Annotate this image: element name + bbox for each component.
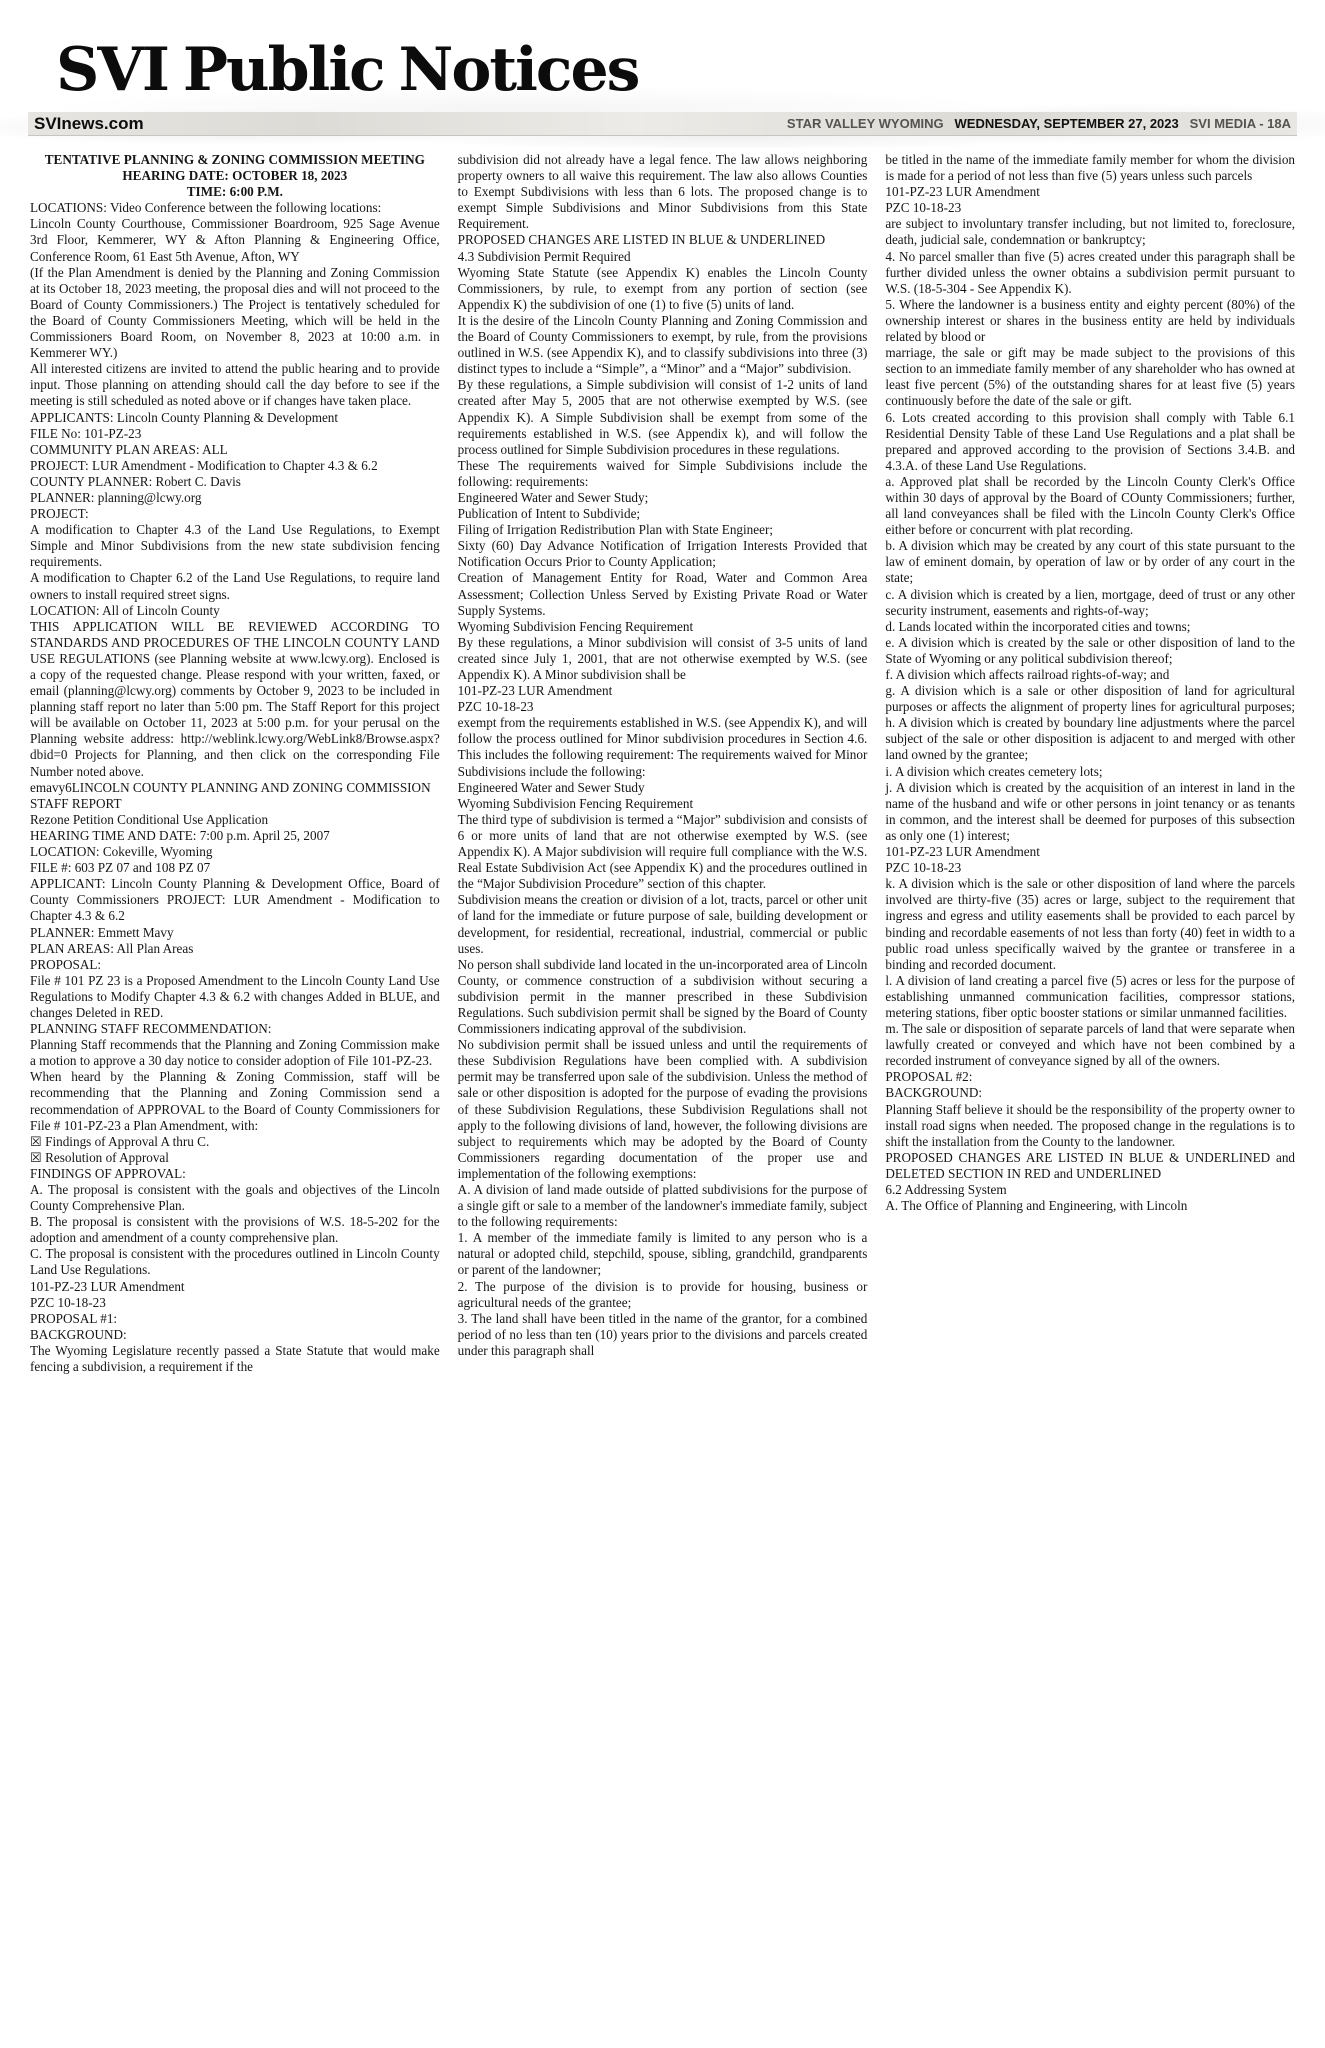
notice-paragraph: STAFF REPORT — [30, 795, 122, 811]
notice-paragraph: PLANNER: planning@lcwy.org — [30, 489, 202, 505]
notice-paragraph: It is the desire of the Lincoln County Planning and Zoning Commission and the Board of County Commissioners to exempt, by rule, from the provisions outlined in W.S. (see Appendix K), and to classify subdivisions into three (3) distinct types to include a “Simple”, a “Minor” and a “Major” subdivision. — [457, 312, 868, 377]
notice-paragraph: Wyoming Subdivision Fencing Requirement — [457, 618, 694, 634]
notice-paragraph: are subject to involuntary transfer including, but not limited to, foreclosure, death, judicial sale, condemnation or bankruptcy; — [885, 216, 1296, 248]
notice-paragraph: 101-PZ-23 LUR Amendment — [457, 683, 613, 699]
notice-paragraph: APPLICANTS: Lincoln County Planning & Development — [30, 409, 339, 425]
notice-paragraph: APPLICANT: Lincoln County Planning & Development Office, Board of County Commissioners PROJECT: LUR Amendment - Modification to Chapter 4.3 & 6.2 — [30, 876, 440, 924]
notice-paragraph: HEARING TIME AND DATE: 7:00 p.m. April 25, 2007 — [30, 827, 330, 843]
column-3 — [885, 152, 1295, 1214]
notice-paragraph: PROPOSED CHANGES ARE LISTED IN BLUE & UNDERLINED — [457, 232, 826, 248]
notice-paragraph: marriage, the sale or gift may be made subject to the provisions of this section to an immediate family member of any shareholder who has owned at least five percent (5%) of the outstanding shares for at least five (5) years continuously before the date of the sale or gift. — [885, 345, 1296, 409]
notice-paragraph: PLANNER: Emmett Mavy — [30, 924, 174, 940]
notice-paragraph: FILE #: 603 PZ 07 and 108 PZ 07 — [30, 860, 211, 876]
notice-paragraph: 101-PZ-23 LUR Amendment — [885, 844, 1040, 860]
notice-paragraph: 2. The purpose of the division is to provide for housing, business or agricultural needs of the grantee; — [457, 1278, 868, 1310]
notice-paragraph: 4. No parcel smaller than five (5) acres created under this paragraph shall be further divided unless the owner obtains a subdivision permit pursuant to W.S. (18-5-304 - See Appendix K). — [885, 248, 1296, 296]
notice-paragraph: THIS APPLICATION WILL BE REVIEWED ACCORDING TO STANDARDS AND PROCEDURES OF THE LINCOLN COUNTY LAND USE REGULATIONS (see Planning website at www.lcwy.org). Enclosed is a copy of the requested change. Please respond with your written, faxed, or email (planning@lcwy.org) comments by October 9, 2023 to be included in planning staff report no later than 5:00 pm. The Staff Report for this project will be available on October 11, 2023 at 5:00 p.m. for your perusal on the Planning website address: http://weblink.lcwy.org/WebLink8/Browse.aspx?dbid=0 Projects for Planning, and then click on the corresponding File Number noted above. — [30, 618, 440, 779]
notice-paragraph: PZC 10-18-23 — [30, 1294, 106, 1310]
notice-paragraph: File # 101 PZ 23 is a Proposed Amendment to the Lincoln County Land Use Regulations to Modify Chapter 4.3 & 6.2 with changes Added in BLUE, and changes Deleted in RED. — [30, 972, 440, 1020]
dateline-date: WEDNESDAY, SEPTEMBER 27, 2023 — [954, 116, 1179, 131]
notice-paragraph: Creation of Management Entity for Road, Water and Common Area Assessment; Collection Unless Served by Existing Private Road or Water Supply Systems. — [457, 570, 868, 618]
notice-paragraph: Planning Staff believe it should be the responsibility of the property owner to install road signs when needed. The proposed change in the regulations is to shift the installation from the County to the landowner. — [885, 1101, 1296, 1149]
dateline-location: STAR VALLEY WYOMING — [786, 116, 944, 131]
dateline-info — [787, 116, 1291, 131]
notice-paragraph: g. A division which is a sale or other disposition of land for agricultural purposes or affects the alignment of property lines for agricultural purposes; h. A division which is created by boundary line adjustments where the parcel subject of the sale or other disposition is adjacent to and merged with other land owned by the grantee; — [885, 683, 1296, 763]
notice-paragraph: COUNTY PLANNER: Robert C. Davis — [30, 473, 241, 489]
notice-paragraph: 3. The land shall have been titled in the name of the grantor, for a combined period of no less than ten (10) years prior to the divisions and parcels created under this paragraph shall — [457, 1310, 868, 1358]
notice-paragraph: (If the Plan Amendment is denied by the Planning and Zoning Commission at its October 18, 2023 meeting, the proposal dies and will not proceed to the Board of County Commissioners.) The Project is tentatively scheduled for the Board of County Commissioners Meeting, which will be held in the Commissioners Board Room, on November 8, 2023 at 10:00 a.m. in Kemmerer WY.) — [30, 264, 440, 361]
notice-paragraph: f. A division which affects railroad rights-of-way; and — [885, 667, 1170, 682]
notice-paragraph: exempt from the requirements established in W.S. (see Appendix K), and will follow the process outlined for Minor subdivision procedures in Section 4.6. This includes the following requirement: The requirements waived for Minor Subdivisions include the following: — [457, 715, 868, 779]
notice-paragraph: 6. Lots created according to this provision shall comply with Table 6.1 Residential Density Table of these Land Use Regulations and a plat shall be prepared and approved according to the provision of Sections 3.4.B. and 4.3.A. of these Land Use Regulations. — [885, 409, 1296, 473]
notice-paragraph: The third type of subdivision is termed a “Major” subdivision and consists of 6 or more units of land that are not otherwise exempted by W.S. (see Appendix K). A Major subdivision will require full compliance with the W.S. Real Estate Subdivision Act (see Appendix K) and the procedures outlined in the “Major Subdivision Procedure” section of this chapter. — [457, 811, 868, 892]
notice-paragraph: PZC 10-18-23 — [885, 200, 962, 216]
notice-paragraph: No subdivision permit shall be issued unless and until the requirements of these Subdivision Regulations have been complied with. A subdivision permit may be transferred upon sale of the subdivision. Unless the method of sale or other disposition is adopted for the purpose of evading the provisions of these Subdivision Regulations, these Subdivision Regulations shall not apply to the following divisions of land, however, the following divisions are subject to requirements which may be adopted by the Board of County Commissioners regarding documentation of the proper use and implementation of the following exemptions: — [457, 1037, 868, 1181]
notice-paragraph: Wyoming State Statute (see Appendix K) enables the Lincoln County Commissioners, by rule, to exempt from any portion of section (see Appendix K) the subdivision of one (1) to five (5) units of land. — [457, 264, 868, 312]
notice-paragraph: Sixty (60) Day Advance Notification of Irrigation Interests Provided that Notification Occurs Prior to County Application; — [457, 538, 868, 570]
notice-paragraph: Planning Staff recommends that the Planning and Zoning Commission make a motion to approve a 30 day notice to consider adoption of File 101-PZ-23. — [30, 1037, 440, 1069]
masthead-title: SVI Public Notices — [56, 35, 639, 105]
notice-paragraph: m. The sale or disposition of separate parcels of land that were separate when lawfully created or conveyed and which have not been combined by a recorded instrument of conveyance signed by all of the owners. — [885, 1021, 1296, 1069]
notice-paragraph: PLANNING STAFF RECOMMENDATION: — [30, 1021, 272, 1037]
notice-heading: TENTATIVE PLANNING & ZONING COMMISSION MEETING — [44, 152, 425, 167]
notice-paragraph: ☒ Findings of Approval A thru C. — [30, 1133, 210, 1149]
notice-paragraph: A. The Office of Planning and Engineering, with Lincoln — [885, 1198, 1188, 1214]
notice-paragraph: d. Lands located within the incorporated cities and towns; — [885, 618, 1191, 634]
dateline-spacer — [1182, 116, 1186, 131]
notice-paragraph: k. A division which is the sale or other disposition of land where the parcels involved are thirty-five (35) acres or large, subject to the requirement that ingress and egress and utility easements shall be provided to each parcel by binding and recordable easements of not less than forty (40) feet in width to a public road unless specifically waived by the grantee or transferee in a binding and recorded document. — [885, 876, 1296, 972]
notice-paragraph: B. The proposal is consistent with the provisions of W.S. 18-5-202 for the adoption and amendment of a county comprehensive plan. — [30, 1214, 440, 1246]
notice-paragraph: c. A division which is created by a lien, mortgage, deed of trust or any other security instrument, easements and rights-of-way; — [885, 586, 1296, 618]
notice-paragraph: Lincoln County Courthouse, Commissioner Boardroom, 925 Sage Avenue 3rd Floor, Kemmerer, WY & Afton Planning & Engineering Office, Conference Room, 61 East 5th Avenue, Afton, WY — [30, 216, 440, 264]
notice-paragraph: PROPOSAL #1: — [30, 1310, 118, 1326]
notice-paragraph: PROJECT: LUR Amendment - Modification to Chapter 4.3 & 6.2 — [30, 457, 378, 473]
notice-paragraph: BACKGROUND: — [30, 1326, 127, 1342]
notice-paragraph: These The requirements waived for Simple Subdivisions include the following: requirements: — [457, 457, 868, 489]
notice-paragraph: By these regulations, a Simple subdivision will consist of 1-2 units of land created after May 5, 2005 that are not otherwise exempted by W.S. (see Appendix K). A Simple Subdivision shall be exempt from some of the requirements established in W.S. (see Appendix k), and will follow the process outlined for Simple Subdivision procedures in these regulations. — [457, 377, 868, 457]
notice-paragraph: i. A division which creates cemetery lots; — [885, 763, 1103, 779]
notice-paragraph: Engineered Water and Sewer Study — [457, 779, 645, 795]
notice-paragraph: Wyoming Subdivision Fencing Requirement — [457, 795, 694, 811]
notice-paragraph: Rezone Petition Conditional Use Application — [30, 811, 269, 827]
notice-paragraph: LOCATION: All of Lincoln County — [30, 602, 220, 618]
notice-paragraph: 101-PZ-23 LUR Amendment — [30, 1278, 185, 1294]
notice-paragraph: PROPOSAL: — [30, 956, 102, 972]
notice-paragraph: emavy6LINCOLN COUNTY PLANNING AND ZONING COMMISSION — [30, 779, 431, 795]
notice-paragraph: PLAN AREAS: All Plan Areas — [30, 940, 194, 956]
notice-paragraph: LOCATIONS: Video Conference between the following locations: — [30, 200, 382, 216]
notice-paragraph: PROPOSED CHANGES ARE LISTED IN BLUE & UNDERLINED and DELETED SECTION IN RED and UNDERLINED — [885, 1149, 1296, 1181]
notice-paragraph: PZC 10-18-23 — [885, 860, 962, 876]
notice-paragraph: A modification to Chapter 4.3 of the Land Use Regulations, to Exempt Simple and Minor Subdivisions from the new state subdivision fencing requirements. — [30, 522, 440, 570]
notice-paragraph: FINDINGS OF APPROVAL: — [30, 1165, 186, 1181]
notice-heading: TIME: 6:00 P.M. — [186, 184, 283, 200]
notice-heading: HEARING DATE: OCTOBER 18, 2023 — [122, 168, 348, 184]
notice-paragraph: BACKGROUND: — [885, 1085, 983, 1101]
notice-paragraph: LOCATION: Cokeville, Wyoming — [30, 844, 213, 860]
notice-paragraph: C. The proposal is consistent with the procedures outlined in Lincoln County Land Use Regulations. — [30, 1246, 440, 1278]
notice-paragraph: Publication of Intent to Subdivide; — [457, 506, 641, 522]
column-1 — [30, 152, 440, 1375]
notice-paragraph: 4.3 Subdivision Permit Required — [457, 248, 631, 264]
notice-paragraph: PROJECT: — [30, 506, 89, 522]
notice-paragraph: Subdivision means the creation or division of a lot, tracts, parcel or other unit of land for the immediate or future purpose of sale, building development or development, for residential, recreational, industrial, commercial or public uses. — [457, 892, 868, 956]
notice-paragraph: 101-PZ-23 LUR Amendment — [885, 184, 1040, 200]
notice-paragraph: A. The proposal is consistent with the goals and objectives of the Lincoln County Comprehensive Plan. — [30, 1182, 440, 1214]
notice-paragraph: b. A division which may be created by any court of this state pursuant to the law of eminent domain, by operation of law or by order of any court in the state; — [885, 538, 1296, 586]
notice-paragraph: A. A division of land made outside of platted subdivisions for the purpose of a single gift or sale to a member of the landowner's immediate family, subject to the following requirements: — [457, 1182, 868, 1230]
notice-paragraph: ☒ Resolution of Approval — [30, 1149, 169, 1165]
notice-paragraph: All interested citizens are invited to attend the public hearing and to provide input. Those planning on attending should call the day before to see if the meeting is still scheduled as noted above or if changes have taken place. — [30, 361, 440, 409]
notice-paragraph: COMMUNITY PLAN AREAS: ALL — [30, 441, 228, 457]
notice-paragraph: By these regulations, a Minor subdivision will consist of 3-5 units of land created since July 1, 2001, that are not otherwise exempted by W.S. (see Appendix K). A Minor subdivision shall be — [457, 634, 868, 682]
page-header — [0, 0, 1325, 148]
notice-paragraph: PZC 10-18-23 — [457, 699, 534, 715]
dateline-media: SVI MEDIA - 18A — [1189, 116, 1291, 131]
notice-paragraph: 6.2 Addressing System — [885, 1182, 1007, 1197]
notice-paragraph: be titled in the name of the immediate family member for whom the division is made for a period of not less than five (5) years unless such parcels — [885, 152, 1296, 184]
notice-paragraph: Filing of Irrigation Redistribution Plan with State Engineer; — [457, 522, 774, 538]
notice-paragraph: 5. Where the landowner is a business entity and eighty percent (80%) of the ownership interest or shares in the business entity are held by individuals related by blood or — [885, 296, 1296, 345]
site-name: SVInews.com — [34, 113, 144, 133]
dateline-bar — [28, 112, 1297, 136]
notice-paragraph: subdivision did not already have a legal fence. The law allows neighboring property owners to all waive this requirement. The law also allows Counties to Exempt Subdivisions with less than 6 lots. The proposed change is to exempt Simple Subdivisions and Minor Subdivisions from this State Requirement. — [457, 152, 868, 232]
notice-paragraph: e. A division which is created by the sale or other disposition of land to the State of Wyoming or any political subdivision thereof; — [885, 634, 1296, 666]
notice-paragraph: j. A division which is created by the acquisition of an interest in land in the name of the husband and wife or other persons in joint tenancy or as tenants in common, and the interest shall be deemed for purposes of this subsection as only one (1) interest; — [885, 779, 1296, 843]
notice-paragraph: Engineered Water and Sewer Study; — [457, 489, 649, 505]
notice-paragraph: PROPOSAL #2: — [885, 1069, 973, 1085]
notice-paragraph: l. A division of land creating a parcel five (5) acres or less for the purpose of establishing unmanned communication facilities, compressor stations, metering stations, fiber optic booster stations or similar unmanned facilities. — [885, 972, 1296, 1020]
notice-paragraph: No person shall subdivide land located in the un-incorporated area of Lincoln County, or commence construction of a subdivision without securing a subdivision permit in the manner prescribed in these Subdivision Regulations. Such subdivision permit shall be signed by the Board of County Commissioners indicating approval of the subdivision. — [457, 956, 868, 1037]
notice-paragraph: a. Approved plat shall be recorded by the Lincoln County Clerk's Office within 30 days of approval by the Board of COunty Commissioners; further, all land conveyances shall be filed with the Lincoln County Clerk's Office either before or concurrent with plat recording. — [885, 473, 1296, 538]
notice-paragraph: A modification to Chapter 6.2 of the Land Use Regulations, to require land owners to install required street signs. — [30, 570, 440, 602]
notice-paragraph: When heard by the Planning & Zoning Commission, staff will be recommending that the Planning and Zoning Commission send a recommendation of APPROVAL to the Board of County Commissioners for File # 101-PZ-23 a Plan Amendment, with: — [30, 1069, 440, 1133]
notice-paragraph: The Wyoming Legislature recently passed a State Statute that would make fencing a subdivision, a requirement if the — [30, 1342, 440, 1375]
dateline-spacer — [947, 116, 951, 131]
notice-columns — [30, 152, 1295, 1375]
notice-paragraph: 1. A member of the immediate family is limited to any person who is a natural or adopted child, stepchild, spouse, sibling, grandchild, grandparents or parent of the landowner; — [457, 1230, 868, 1278]
notice-paragraph: FILE No: 101-PZ-23 — [30, 425, 142, 441]
column-2 — [458, 152, 868, 1359]
